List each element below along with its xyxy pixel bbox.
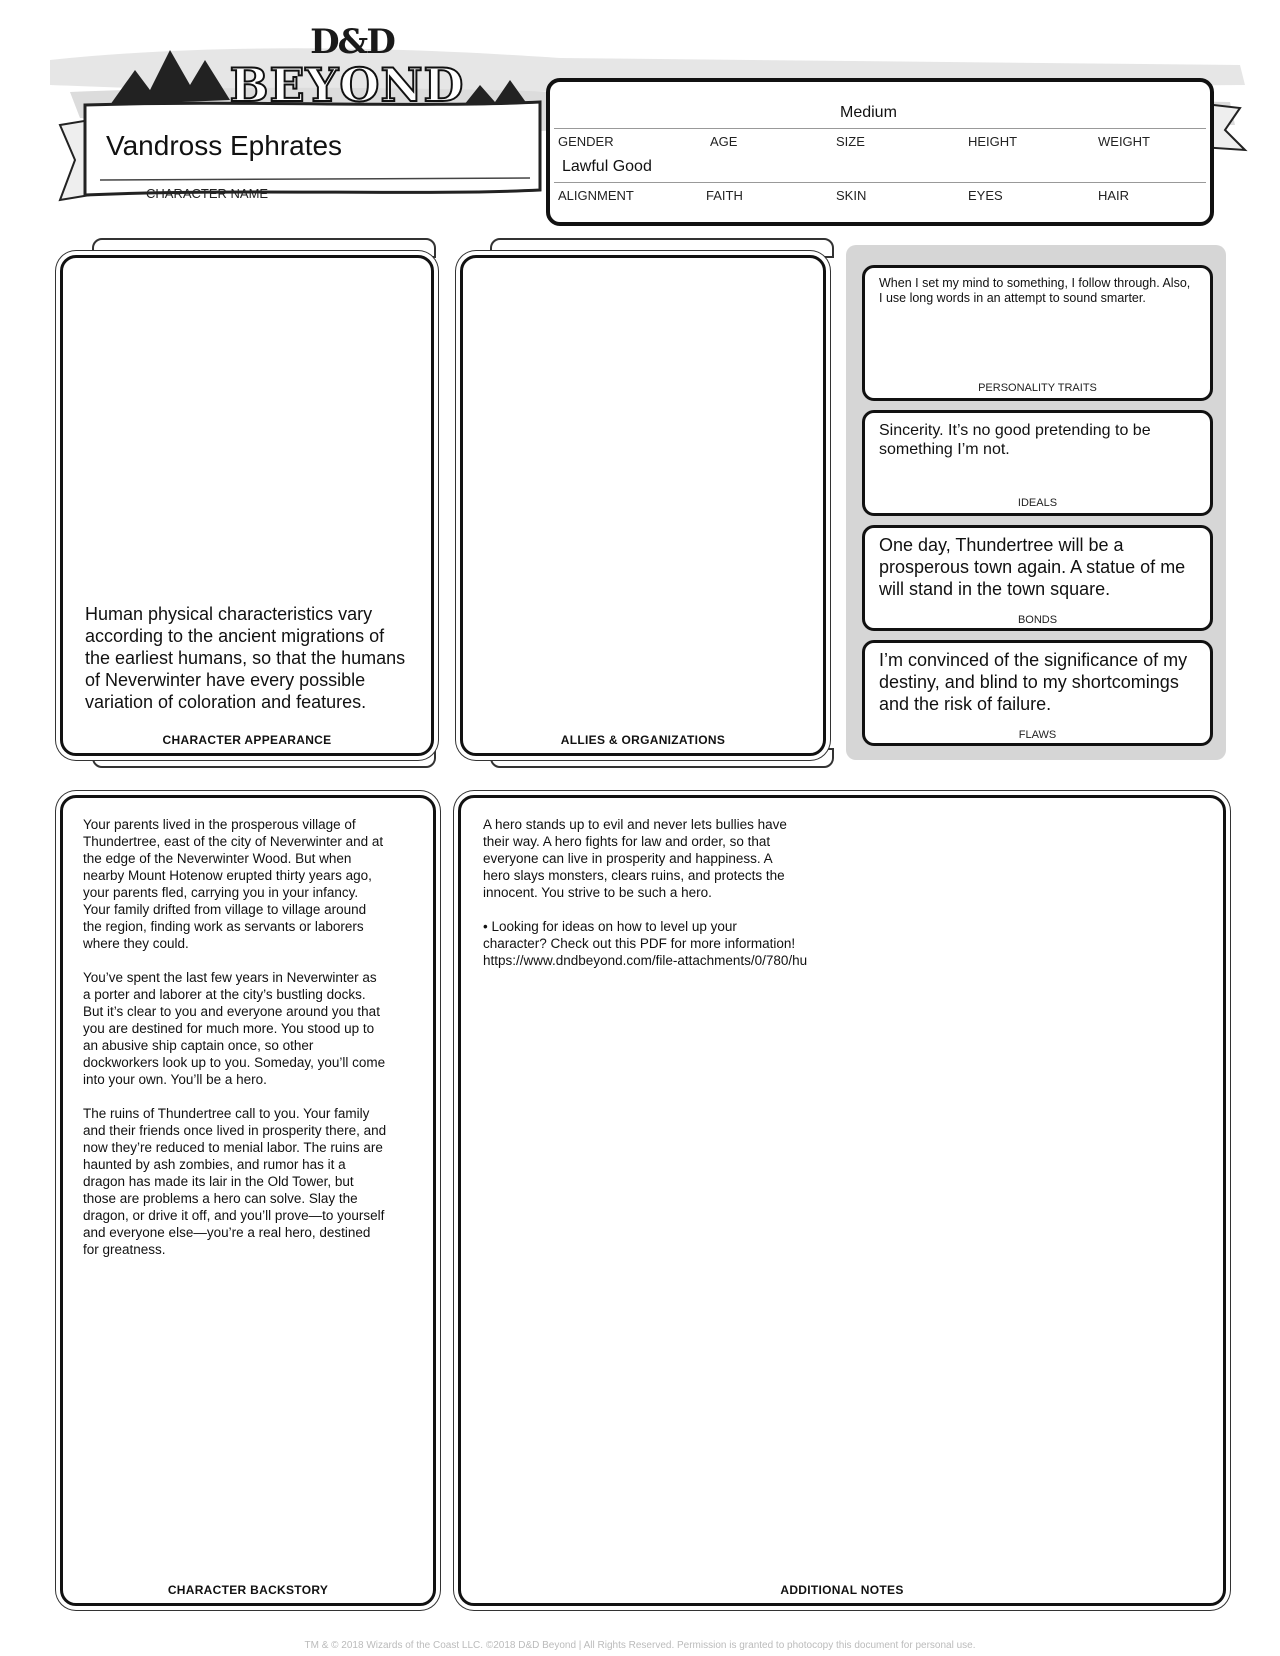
- appearance-text: Human physical characteristics vary according to the ancient migrations of the earliest humans, so that the humans of Neverwinter have every possible variation of coloration and features.: [85, 604, 406, 712]
- character-name[interactable]: Vandross Ephrates: [106, 130, 343, 161]
- skin-label: SKIN: [836, 188, 867, 203]
- appearance-title: CHARACTER APPEARANCE: [162, 733, 332, 747]
- size-label: SIZE: [836, 134, 865, 149]
- ideals-label: IDEALS: [1017, 497, 1058, 509]
- bonds-text: One day, Thundertree will be a prosperous town again. A statue of me will stand in the town square.: [879, 535, 1186, 599]
- allies-title: ALLIES & ORGANIZATIONS: [560, 733, 726, 747]
- character-info-box: [546, 78, 1214, 226]
- notes-title: ADDITIONAL NOTES: [780, 1583, 904, 1597]
- gender-label: GENDER: [558, 134, 614, 149]
- character-name-label: CHARACTER NAME: [146, 186, 269, 201]
- bonds-label: BONDS: [1017, 614, 1058, 626]
- personality-traits-label: PERSONALITY TRAITS: [978, 382, 1097, 394]
- alignment-label: ALIGNMENT: [558, 188, 634, 203]
- additional-notes-panel[interactable]: [458, 795, 1226, 1606]
- beyond-logo: BEYOND: [229, 58, 465, 112]
- faith-label: FAITH: [706, 188, 743, 203]
- copyright-footer: TM & © 2018 Wizards of the Coast LLC. ©2018 D&D Beyond | All Rights Reserved. Permission is granted to photocopy this document for personal use.: [304, 1640, 976, 1651]
- weight-label: WEIGHT: [1098, 134, 1150, 149]
- ideals-box[interactable]: [862, 410, 1213, 516]
- flaws-label: FLAWS: [1018, 729, 1057, 741]
- personality-traits-text: When I set my mind to something, I follow through. Also, I use long words in an attempt to sound smarter.: [879, 276, 1191, 305]
- ideals-text: Sincerity. It’s no good pretending to be something I’m not.: [879, 422, 1151, 458]
- height-label: HEIGHT: [968, 134, 1018, 149]
- personality-traits-box[interactable]: [862, 265, 1213, 401]
- character-appearance-panel[interactable]: [60, 255, 434, 756]
- backstory-text: Your parents lived in the prosperous village of Thundertree, east of the city of Neverwinter and at the edge of the Neverwinter Wood. But when nearby Mount Hotenow erupted thirty years ago, your parents fled, carrying you in your infancy. Your family drifted from village to village around the region, finding work as servants or laborers where they could. You’ve spent the last few years in Neverwinter as a porter and laborer at the city’s bustling docks. But it’s clear to you and everyone around you that you are destined for much more. You stood up to an abusive ship captain once, so other dockworkers look up to you. Someday, you’ll come into your own. You’ll be a hero. The ruins of Thundertree call to you. Your family and their friends once lived in prosperity there, and now they’re reduced to menial labor. The ruins are haunted by ash zombies, and rumor has it a dragon has made its lair in the Old Tower, but those are problems a hero can solve. Slay the dragon, or drive it off, and you’ll prove—to yourself and everyone else—you’re a real hero, destined for greatness.: [83, 817, 387, 1257]
- bonds-box[interactable]: [862, 525, 1213, 631]
- backstory-title: CHARACTER BACKSTORY: [167, 1583, 329, 1597]
- age-label: AGE: [710, 134, 738, 149]
- eyes-label: EYES: [968, 188, 1003, 203]
- allies-organizations-panel[interactable]: [460, 255, 826, 756]
- traits-group: [846, 245, 1226, 760]
- alignment-value[interactable]: Lawful Good: [562, 158, 652, 175]
- size-value[interactable]: Medium: [840, 104, 897, 121]
- hair-label: HAIR: [1098, 188, 1130, 203]
- character-backstory-panel[interactable]: [60, 795, 436, 1606]
- dnd-logo: D&D: [310, 22, 394, 62]
- notes-text: A hero stands up to evil and never lets bullies have their way. A hero fights for law and order, so that everyone can live in prosperity and happiness. A hero slays monsters, clears ruins, and protects the innocent. You strive to be such a hero. • Looking for ideas on how to level up your character? Check out this PDF for more information! https://www.dndbeyond.com/file-attachments/0/780/hu: [483, 817, 808, 968]
- flaws-text: I’m convinced of the significance of my destiny, and blind to my shortcomings and the risk of failure.: [879, 650, 1188, 714]
- flaws-box[interactable]: [862, 640, 1213, 746]
